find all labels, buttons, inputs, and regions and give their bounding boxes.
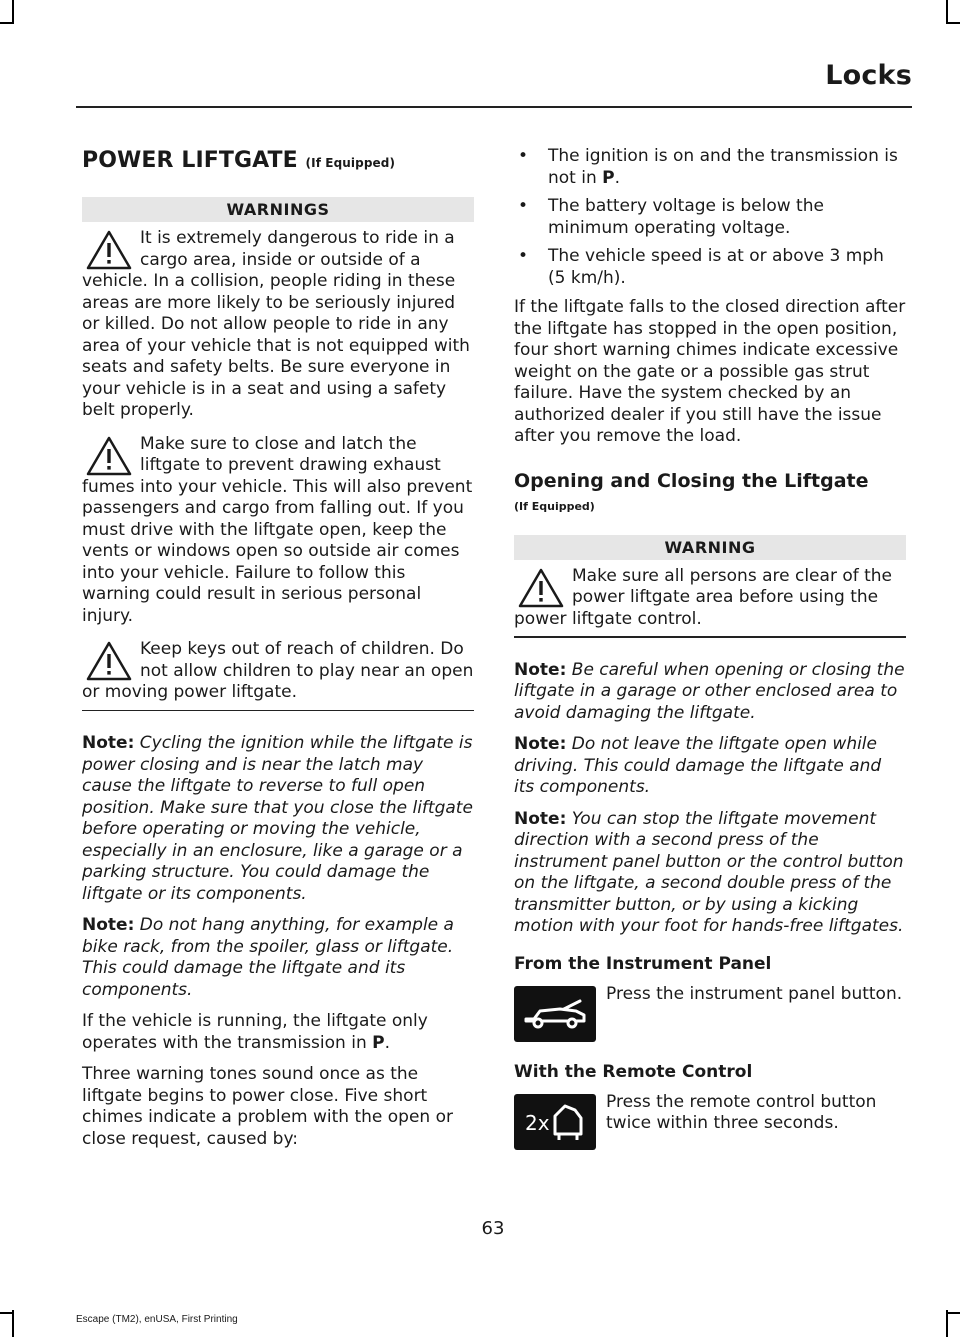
instrument-panel-heading: From the Instrument Panel (514, 953, 772, 974)
remote-control-text: Press the remote control button twice within three seconds. (606, 1091, 877, 1133)
liftgate-car-icon-glyph (520, 997, 590, 1031)
warnings-banner: WARNINGS (82, 197, 474, 222)
note-paragraph (82, 915, 474, 1001)
gear-letter: P (602, 167, 615, 188)
note-label: Note: (82, 915, 135, 935)
page-header-title: Locks (825, 60, 912, 91)
remote-2x-liftgate-icon-glyph (519, 1100, 591, 1144)
bullet-item: • The vehicle speed is at or above 3 mph (5 km/h). (514, 246, 906, 289)
note-paragraph (82, 733, 474, 905)
remote-control-heading: With the Remote Control (514, 1061, 753, 1082)
crop-mark (946, 22, 960, 24)
section-title-text: POWER LIFTGATE (82, 148, 298, 173)
note-text: Do not leave the liftgate open while driving. This could damage the liftgate and its components. (514, 734, 882, 797)
footer-text: Escape (TM2), enUSA, First Printing (76, 1314, 238, 1325)
page-number: 63 (481, 1218, 505, 1239)
body-text-end: . (384, 1032, 390, 1053)
warning-triangle-icon (86, 641, 132, 681)
subsection-note: (If Equipped) (514, 499, 595, 513)
note-paragraph (514, 660, 906, 725)
warning-text: Keep keys out of reach of children. Do not allow children to play near an open or moving power liftgate. (82, 639, 474, 702)
note-text: Be careful when opening or closing the liftgate in a garage or other enclosed area to avoid damaging the liftgate. (514, 659, 905, 723)
note-text: Do not hang anything, for example a bike rack, from the spoiler, glass or liftgate. This could damage the liftgate and its components. (82, 915, 454, 1000)
crop-mark (0, 22, 14, 24)
warning-text: Make sure to close and latch the liftgate to prevent drawing exhaust fumes into your vehicle. This will also prevent passengers and cargo from falling out. If you must drive with the liftgate open, keep the vents or windows open so outside air comes into your vehicle. Failure to follow this warning could result in serious personal injury. (82, 433, 473, 626)
remote-2x-label: 2x (525, 1110, 550, 1135)
warning-rule (514, 636, 906, 638)
crop-mark (12, 0, 14, 24)
body-paragraph: Three warning tones sound once as the liftgate begins to power close. Five short chimes indicate a problem with the open or close request, caused by: (82, 1064, 453, 1149)
bullet-text: The ignition is on and the transmission is not in (548, 146, 898, 188)
bullet-text-end: . (614, 167, 621, 188)
note-text: Cycling the ignition while the liftgate is power closing and is near the latch may cause the liftgate to reverse to full open position. Make sure that you close the liftgate before operating or moving the vehicle, especially in an enclosure, like a garage or a parking structure. You could damage the liftgate or its components. (82, 733, 473, 904)
warning-banner: WARNING (514, 535, 906, 560)
remote-2x-liftgate-icon (514, 1094, 596, 1150)
warning-rule (82, 710, 474, 712)
warning-text: Make sure all persons are clear of the power liftgate area before using the power liftgate control. (514, 565, 893, 629)
warning-item (514, 566, 906, 631)
remote-control-row (514, 1092, 906, 1150)
warning-triangle-icon (518, 568, 564, 608)
note-paragraph (514, 809, 906, 938)
note-label: Note: (514, 659, 567, 680)
warning-item (82, 434, 474, 628)
note-paragraph (514, 734, 906, 799)
instrument-panel-row (514, 984, 906, 1042)
crop-mark (946, 1310, 948, 1337)
bullet-list (514, 146, 906, 289)
liftgate-car-icon (514, 986, 596, 1042)
body-text: If the vehicle is running, the liftgate only operates with the transmission in (82, 1011, 428, 1053)
note-label: Note: (514, 734, 567, 754)
crop-mark (946, 0, 948, 24)
subsection-title: Opening and Closing the Liftgate (514, 469, 869, 492)
left-column (82, 140, 474, 1160)
bullet-item (514, 146, 906, 189)
note-text: You can stop the liftgate movement direction with a second press of the instrument panel button or the control button on the liftgate, a second double press of the transmitter button, or by using a kicking motion with your foot for hands-free liftgates. (514, 808, 904, 936)
body-paragraph: If the liftgate falls to the closed direction after the liftgate has stopped in the open position, four short warning chimes indicate excessive weight on the gate or a possible gas strut failure. Have the system checked by an authorized dealer if you still have the issue after you remove the load. (514, 297, 906, 446)
instrument-panel-text: Press the instrument panel button. (606, 983, 903, 1004)
warning-triangle-icon (86, 436, 132, 476)
section-title-note: (If Equipped) (305, 156, 396, 170)
crop-mark (12, 1310, 14, 1337)
crop-mark (0, 1312, 14, 1314)
warning-item (82, 639, 474, 704)
gear-letter: P (372, 1032, 385, 1053)
section-title (82, 148, 474, 173)
body-paragraph (82, 1011, 474, 1054)
header-rule (76, 106, 912, 108)
crop-mark (946, 1312, 960, 1314)
right-column (514, 146, 906, 1170)
note-label: Note: (82, 733, 135, 753)
bullet-item: • The battery voltage is below the minimum operating voltage. (514, 196, 906, 239)
warning-triangle-icon (86, 230, 132, 270)
warning-item (82, 228, 474, 422)
note-label: Note: (514, 808, 567, 829)
warning-text: It is extremely dangerous to ride in a cargo area, inside or outside of a vehicle. In a collision, people riding in these areas are more likely to be seriously injured or killed. Do not allow people to ride in any area of your vehicle that is not equipped with seats and safety belts. Be sure everyone in your vehicle is in a seat and using a safety belt properly. (82, 228, 470, 420)
